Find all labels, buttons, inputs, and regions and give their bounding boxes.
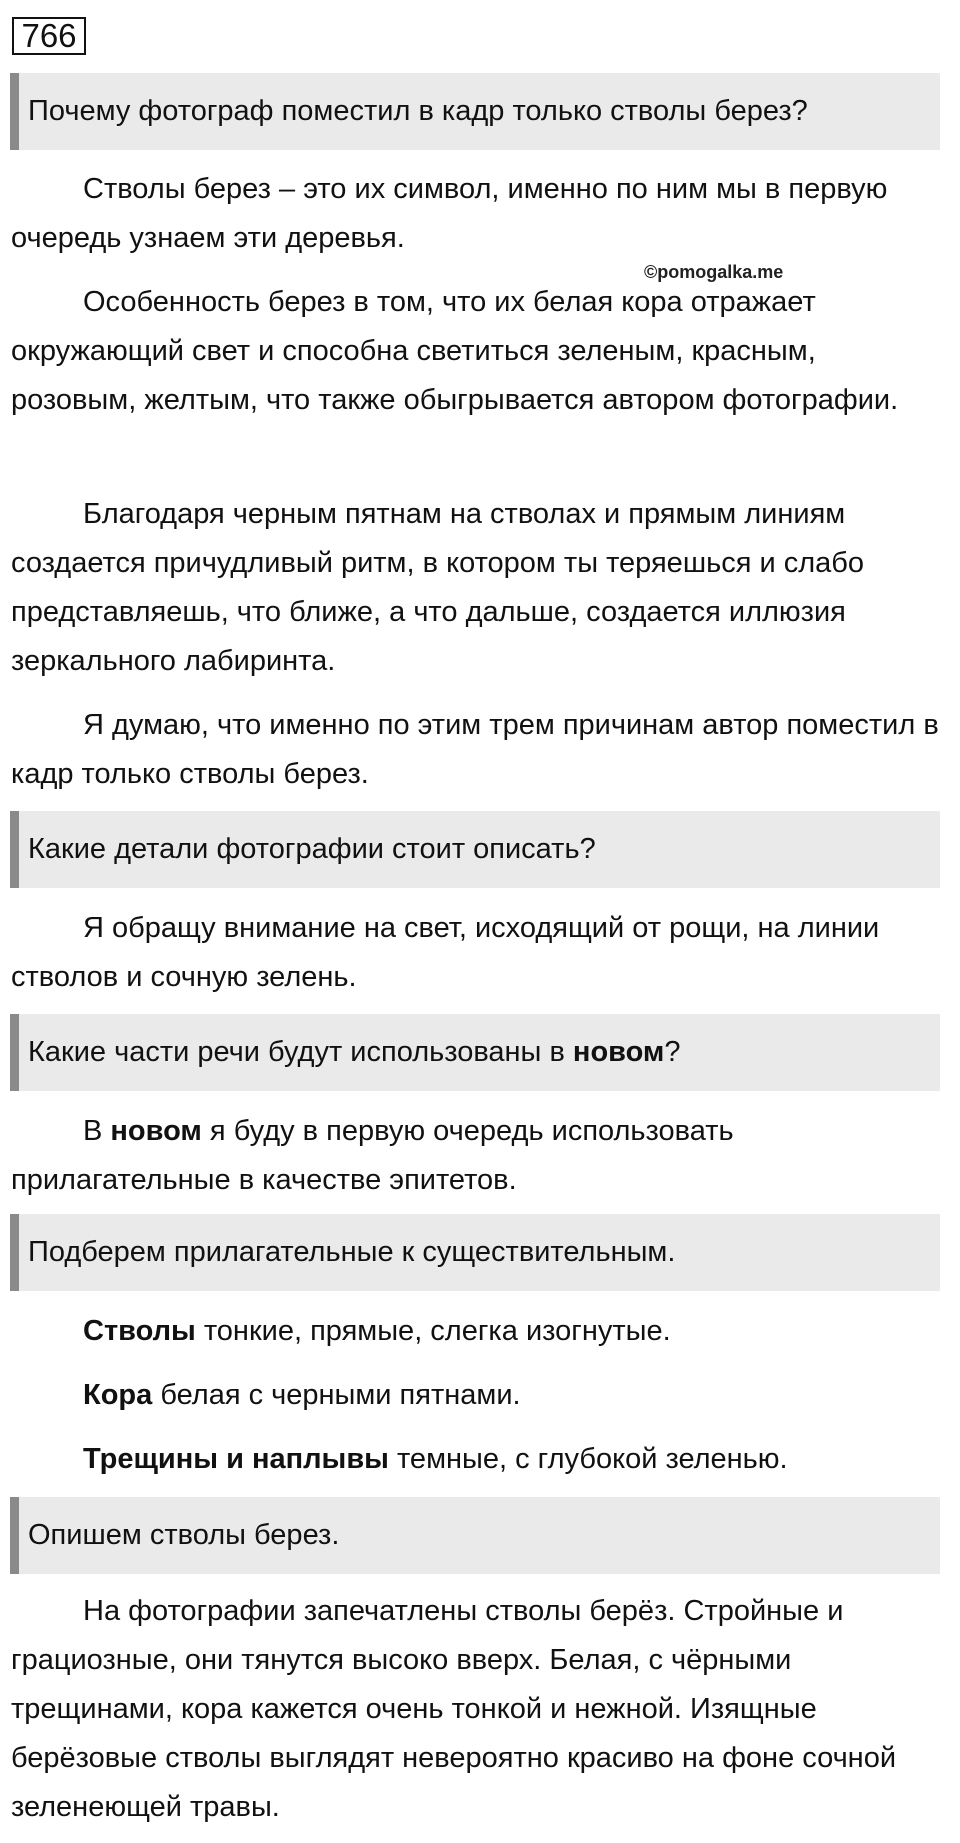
watermark: ©pomogalka.me xyxy=(644,262,784,282)
noun-2: Кора xyxy=(83,1379,153,1411)
adjectives-3: темные, с глубокой зеленью. xyxy=(388,1443,788,1475)
question-1: Почему фотограф поместил в кадр только стволы берез? xyxy=(10,73,940,150)
question-4: Подберем прилагательные к существительным. xyxy=(10,1214,940,1291)
answer-paragraph-5: Я обращу внимание на свет, исходящий от рощи, на линии стволов и сочную зелень. xyxy=(11,912,880,993)
question-3-bold: новом xyxy=(572,1036,665,1068)
adjective-line-2 xyxy=(83,1375,521,1415)
noun-1: Стволы xyxy=(83,1315,196,1347)
answer-6-start: В xyxy=(83,1115,111,1147)
answer-paragraph-4: Я думаю, что именно по этим трем причинам автор поместил в кадр только стволы берез. xyxy=(11,709,939,790)
answer-paragraph-2: Особенность берез в том, что их белая кора отражает окружающий свет и способна светиться зеленым, красным, розовым, желтым, что также обыгрывается автором фотографии. xyxy=(11,286,899,416)
adjective-line-1 xyxy=(83,1311,671,1351)
question-2: Какие детали фотографии стоит описать? xyxy=(10,811,940,888)
question-3-text: Какие части речи будут использованы в xyxy=(28,1036,573,1068)
task-number: 766 xyxy=(12,17,86,55)
question-3 xyxy=(10,1014,940,1091)
question-5: Опишем стволы берез. xyxy=(10,1497,940,1574)
adjectives-2: белая с черными пятнами. xyxy=(152,1379,521,1411)
noun-3: Трещины и наплывы xyxy=(83,1443,389,1475)
adjectives-1: тонкие, прямые, слегка изогнутые. xyxy=(195,1315,671,1347)
answer-6-rest: я буду в первую очередь использовать прилагательные в качестве эпитетов. xyxy=(11,1115,734,1196)
answer-paragraph-7: На фотографии запечатлены стволы берёз. Стройные и грациозные, они тянутся высоко вверх. Белая, с чёрными трещинами, кора кажется очень тонкой и нежной. Изящные берёзовые стволы выглядят невероятно красиво на фоне сочной зеленеющей травы. xyxy=(11,1595,897,1823)
adjective-line-3 xyxy=(83,1439,788,1479)
answer-paragraph-3: Благодаря черным пятнам на стволах и прямым линиям создается причудливый ритм, в котором ты теряешься и слабо представляешь, что ближе, а что дальше, создается иллюзия зеркального лабиринта. xyxy=(11,498,864,677)
answer-paragraph-6 xyxy=(11,1107,946,1205)
question-3-end: ? xyxy=(664,1036,681,1068)
answer-paragraph-1: Стволы берез – это их символ, именно по ним мы в первую очередь узнаем эти деревья. xyxy=(11,173,888,254)
answer-6-bold: новом xyxy=(110,1115,202,1147)
